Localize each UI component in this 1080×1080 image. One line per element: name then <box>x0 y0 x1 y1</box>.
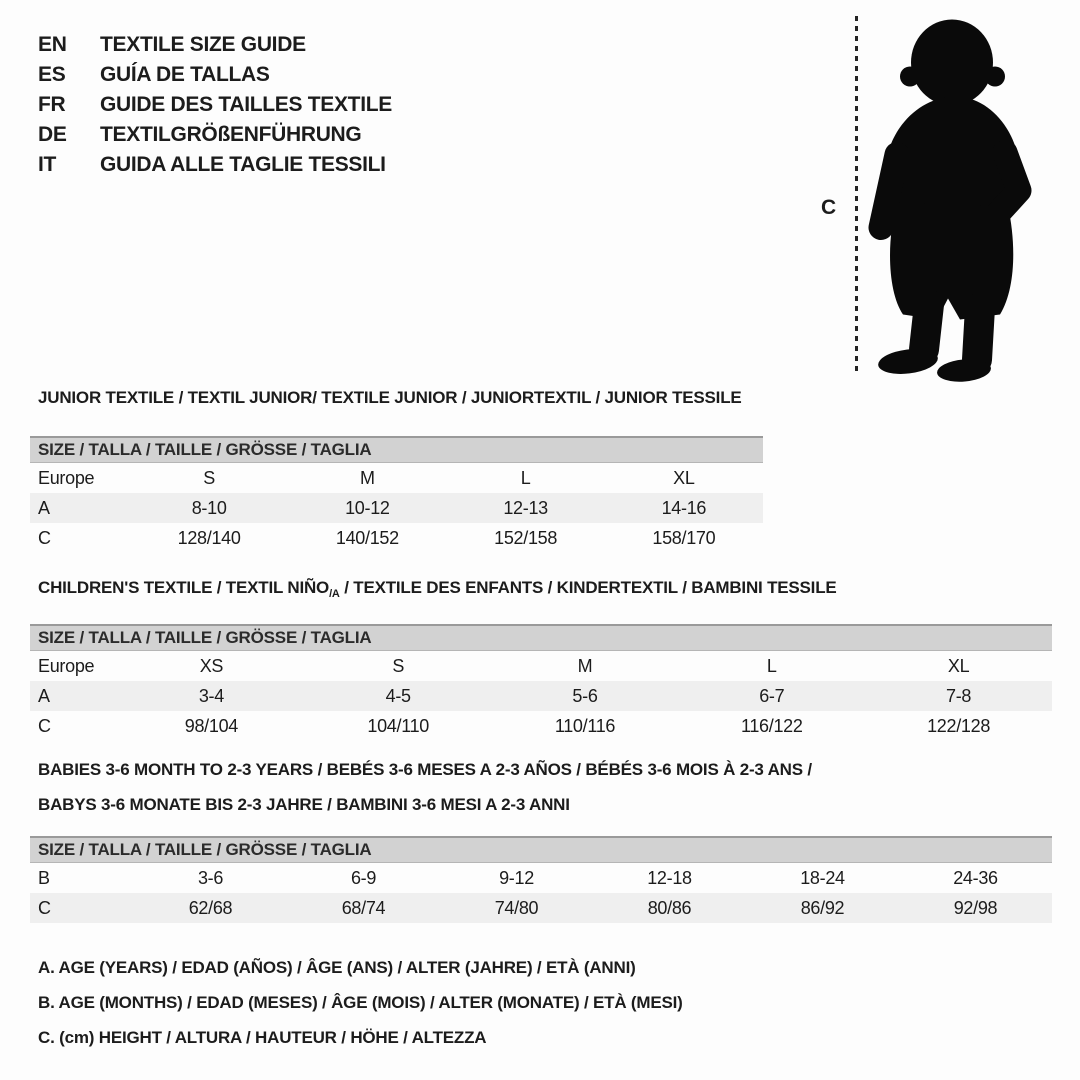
row-label: A <box>38 685 50 706</box>
children-textile-section <box>30 578 1052 741</box>
row-label: C <box>38 897 51 918</box>
table-title <box>30 578 1052 600</box>
cell-value: S <box>203 467 215 488</box>
row-label: B <box>38 867 50 888</box>
row-label: A <box>38 497 50 518</box>
language-title: GUIDE DES TAILLES TEXTILE <box>100 93 392 116</box>
cell-value: L <box>766 655 777 676</box>
row-label: Europe <box>38 655 95 676</box>
cell-value: 6-7 <box>759 685 785 706</box>
cell-value: 62/68 <box>188 897 233 918</box>
legend-line-b: B. AGE (MONTHS) / EDAD (MESES) / ÂGE (MOIS) / ALTER (MONATE) / ETÀ (MESI) <box>38 993 683 1012</box>
cell-value: 116/122 <box>740 715 803 736</box>
cell-value: 9-12 <box>499 867 534 888</box>
cell-value: M <box>360 467 375 488</box>
cell-value: 5-6 <box>572 685 598 706</box>
cell-value: L <box>520 467 531 488</box>
height-figure <box>815 10 1050 385</box>
cell-value: 122/128 <box>927 715 991 736</box>
cell-value: 24-36 <box>953 867 998 888</box>
legend-line-c: C. (cm) HEIGHT / ALTURA / HAUTEUR / HÖHE / ALTEZZA <box>38 1028 487 1047</box>
measure-label-c: C <box>821 196 837 219</box>
measurement-legend <box>38 950 683 1055</box>
table-title: BABYS 3-6 MONATE BIS 2-3 JAHRE / BAMBINI 3-6 MESI A 2-3 ANNI <box>38 795 570 814</box>
table-title: BABIES 3-6 MONTH TO 2-3 YEARS / BEBÉS 3-6 MESES A 2-3 AÑOS / BÉBÉS 3-6 MOIS À 2-3 ANS / <box>38 760 812 779</box>
row-label: C <box>38 715 51 736</box>
language-code: FR <box>38 93 66 116</box>
toddler-silhouette-icon <box>867 12 1037 382</box>
cell-value: XS <box>199 655 224 676</box>
table-row <box>30 893 1052 923</box>
table-row <box>30 863 1052 893</box>
row-label: Europe <box>38 467 95 488</box>
table-title-text: CHILDREN'S TEXTILE / TEXTIL NIÑO <box>38 578 330 597</box>
table-row <box>30 493 763 523</box>
table-title: JUNIOR TEXTILE / TEXTIL JUNIOR/ TEXTILE JUNIOR / JUNIORTEXTIL / JUNIOR TESSILE <box>38 388 742 407</box>
table-title-text: / TEXTILE DES ENFANTS / KINDERTEXTIL / BAMBINI TESSILE <box>339 578 837 597</box>
cell-value: 104/110 <box>367 715 430 736</box>
language-title: TEXTILGRÖßENFÜHRUNG <box>100 123 362 146</box>
babies-textile-section <box>30 752 1052 923</box>
table-row <box>30 463 763 493</box>
language-code: ES <box>38 63 66 86</box>
height-measure-line <box>855 16 858 376</box>
language-title: TEXTILE SIZE GUIDE <box>100 33 306 56</box>
cell-value: 80/86 <box>647 897 692 918</box>
language-title: GUÍA DE TALLAS <box>100 63 270 86</box>
cell-value: 14-16 <box>661 497 707 518</box>
cell-value: XL <box>673 467 695 488</box>
cell-value: 158/170 <box>652 527 716 548</box>
table-row <box>30 523 763 553</box>
cell-value: 4-5 <box>385 685 411 706</box>
cell-value: 128/140 <box>177 527 241 548</box>
cell-value: 12-18 <box>647 867 692 888</box>
legend-line-a: A. AGE (YEARS) / EDAD (AÑOS) / ÂGE (ANS) / ALTER (JAHRE) / ETÀ (ANNI) <box>38 958 636 977</box>
cell-value: 68/74 <box>341 897 386 918</box>
cell-value: 12-13 <box>503 497 548 518</box>
cell-value: 18-24 <box>800 867 845 888</box>
language-row-en <box>38 30 392 60</box>
cell-value: 6-9 <box>350 867 377 888</box>
language-row-it <box>38 150 392 180</box>
table-row <box>30 681 1052 711</box>
cell-value: 3-4 <box>198 685 224 706</box>
language-code: DE <box>38 123 67 146</box>
table-row <box>30 651 1052 681</box>
row-label: C <box>38 527 51 548</box>
size-header-bar: SIZE / TALLA / TAILLE / GRÖSSE / TAGLIA <box>30 624 1052 651</box>
language-row-de <box>38 120 392 150</box>
language-row-es <box>38 60 392 90</box>
cell-value: 152/158 <box>494 527 558 548</box>
size-header-bar: SIZE / TALLA / TAILLE / GRÖSSE / TAGLIA <box>30 836 1052 863</box>
cell-value: 140/152 <box>335 527 399 548</box>
cell-value: XL <box>947 655 970 676</box>
cell-value: 98/104 <box>184 715 239 736</box>
size-header-bar: SIZE / TALLA / TAILLE / GRÖSSE / TAGLIA <box>30 436 763 463</box>
cell-value: 110/116 <box>554 715 616 736</box>
table-row <box>30 711 1052 741</box>
cell-value: 92/98 <box>953 897 998 918</box>
cell-value: S <box>392 655 405 676</box>
cell-value: 74/80 <box>494 897 539 918</box>
language-code: IT <box>38 153 57 176</box>
cell-value: 86/92 <box>800 897 845 918</box>
cell-value: 10-12 <box>345 497 390 518</box>
language-title: GUIDA ALLE TAGLIE TESSILI <box>100 153 386 176</box>
language-header <box>38 30 392 180</box>
cell-value: 3-6 <box>197 867 224 888</box>
junior-textile-section <box>30 388 763 553</box>
language-row-fr <box>38 90 392 120</box>
cell-value: M <box>577 655 593 676</box>
cell-value: 8-10 <box>191 497 227 518</box>
language-code: EN <box>38 33 67 56</box>
table-title-subscript: /A <box>329 588 340 600</box>
cell-value: 7-8 <box>946 685 972 706</box>
